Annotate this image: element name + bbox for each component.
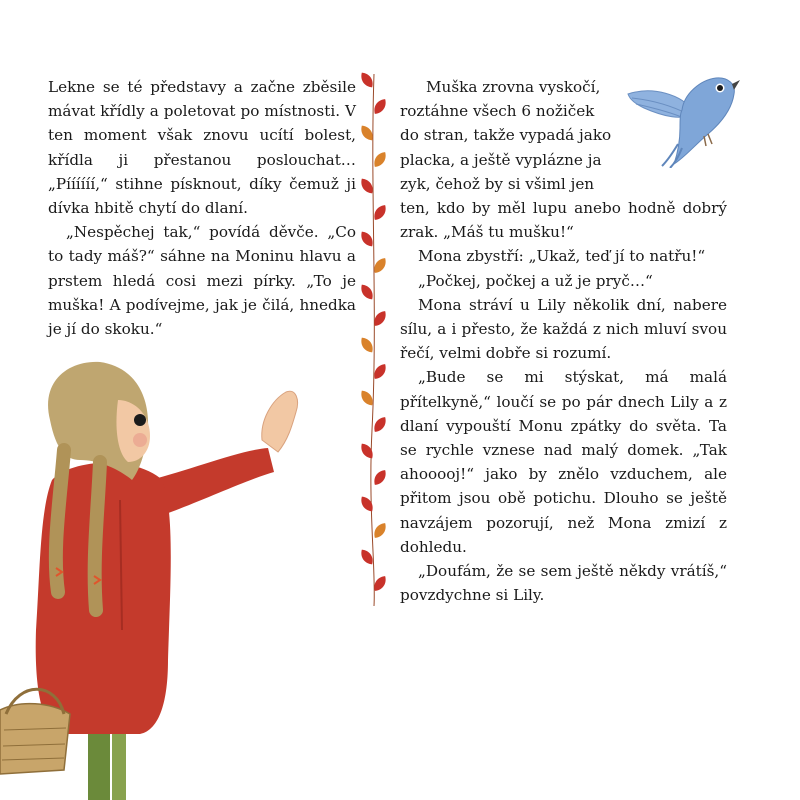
paragraph-line: placka, a ještě vyplázne ja: [400, 150, 602, 169]
leaf-icon: [358, 335, 376, 355]
left-text-column: [48, 75, 356, 341]
paragraph: ten, kdo by měl lupu anebo hodně dobrý zrak. „Máš tu mušku!“: [400, 199, 727, 242]
paragraph: „Doufám, že se sem ještě někdy vrátíš,“ povzdychne si Lily.: [400, 562, 727, 605]
paragraph: Mona zbystří: „Ukaž, teď jí to natřu!“: [418, 247, 706, 266]
leaf-icon: [358, 441, 376, 461]
blue-bird-illustration: [622, 64, 742, 168]
leaf-icon: [371, 415, 389, 435]
paragraph-line: Muška zrovna vyskočí,: [426, 78, 601, 96]
paragraph-line: zyk, čehož by si všiml jen: [400, 174, 595, 193]
paragraph: „Bude se mi stýskat, má malá přítelkyně,“ loučí se po pár dnech Lily a z dlaní vypouští Monu zpátky do světa. Ta se rychle vznese nad malý domek. „Tak ahooooj!“ jako by znělo vzduchem, ale přitom jsou obě potichu. Dlouho se ještě navzájem pozorují, než Mona zmizí z dohledu.: [400, 368, 727, 556]
leaf-icon: [371, 521, 389, 541]
paragraph: „Počkej, počkej a už je pryč…“: [418, 271, 653, 290]
leaf-icon: [358, 494, 376, 514]
paragraph-line: do stran, takže vypadá jako: [400, 126, 612, 145]
vine-stem: [371, 74, 374, 606]
paragraph: „Nespěchej tak,“ povídá děvče. „Co to tady máš?“ sáhne na Moninu hlavu a prstem hledá cosi mezi pírky. „To je muška! A podívejme, jak je čilá, hnedka je jí do skoku.“: [48, 223, 356, 339]
paragraph: Mona stráví u Lily několik dní, nabere sílu, a i přesto, že každá z nich mluví svou řečí, velmi dobře si rozumí.: [400, 295, 727, 363]
girl-illustration: [0, 330, 330, 800]
leaf-vine-divider: [356, 70, 392, 610]
paragraph-line: roztáhne všech 6 nožiček: [400, 102, 595, 121]
paragraph: Lekne se té představy a začne zběsile mávat křídly a poletovat po místnosti. V ten moment však znovu ucítí bolest, křídla ji přestanou poslouchat… „Píííííí,“ stihne písknout, díky čemuž ji dívka hbitě chytí do dlaní.: [48, 78, 356, 218]
leaf-icon: [371, 468, 389, 488]
leaf-icon: [371, 150, 389, 170]
leaf-icon: [358, 282, 376, 302]
